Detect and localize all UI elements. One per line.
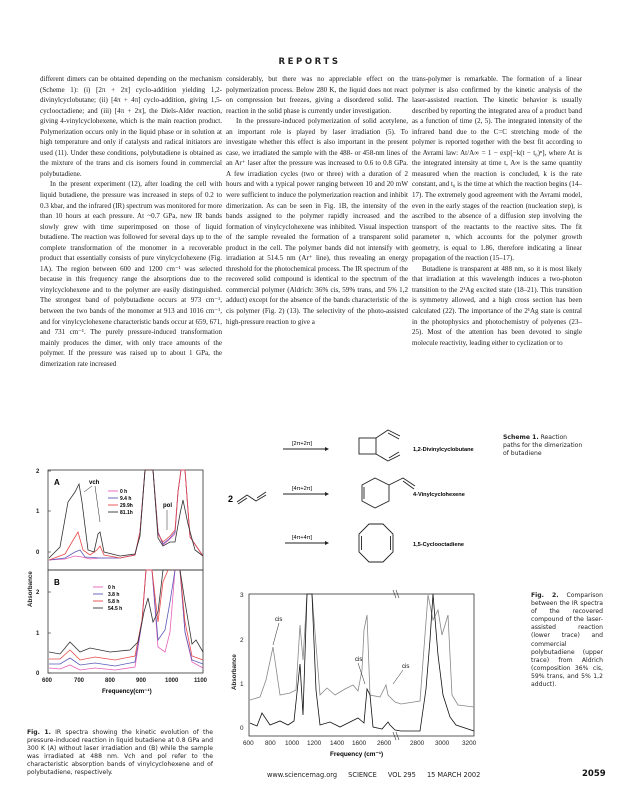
panel-a-y-ticks [36, 469, 40, 556]
caption-label: Fig. 2. [531, 592, 559, 599]
svg-text:0: 0 [36, 671, 40, 677]
svg-text:0 h: 0 h [108, 585, 116, 591]
panel-b-traces [49, 570, 203, 670]
paragraph: different dimers can be obtained depending on the mechanism (Scheme 1): (i) [2π + 2π] cyclo-addition yielding 1,2-divinylcyclobutane; (ii) [4π + 4π] cyclo-addition, giving 1,5-cyclooctadiene; and (iii) [4π + 2π], the Diels-Alder reaction, giving 4-vinylcyclohexene, which is the main reaction product. Polymerization occurs only in the liquid phase or in solution at high temperature and only if catalysts and radical initiators are used (11). Under these conditions, polybutadiene is obtained as the mixture of the trans and cis isomers found in commercial polybutadiene. [40, 75, 222, 178]
page-footer [267, 771, 489, 779]
arrow-label-4pi2pi: [4π+2π] [292, 486, 312, 492]
panel-a-label: A [54, 478, 60, 487]
cis-annotation-3: cis [402, 664, 410, 670]
footer-website: www.sciencemag.org [267, 771, 338, 779]
svg-text:29.9h: 29.9h [120, 503, 133, 509]
arrowheads [325, 447, 329, 545]
svg-text:1200: 1200 [307, 740, 322, 747]
caption-text: IR spectra showing the kinetic evolution of the pressure-induced reaction in liquid butadiene at 0.8 GPa and 300 K (A) without laser irradiation and (B) while the sample was irradiated at 488 nm. Vch and pol refer to the characteristic absorption bands of vinylcyclohexene and of polybutadiene, respectively. [27, 729, 214, 777]
figure-1-chart [20, 462, 230, 724]
caption-text: Reaction paths for the dimerization of butadiene [503, 434, 583, 458]
svg-text:2: 2 [240, 637, 244, 644]
panel-b-label: B [54, 578, 60, 587]
svg-text:2: 2 [36, 590, 40, 596]
text-column-1 [40, 74, 222, 369]
panel-b-legend [93, 585, 122, 612]
panel-a-legend [108, 489, 133, 516]
svg-text:1: 1 [240, 681, 244, 688]
cyclooctadiene-structure [359, 524, 393, 562]
arrow-label-4pi4pi: [4π+4π] [292, 535, 312, 541]
svg-text:600: 600 [42, 678, 53, 684]
panel-b-y-ticks [36, 590, 40, 677]
fig1-x-ticks [42, 678, 208, 684]
svg-text:1: 1 [36, 631, 40, 637]
svg-text:3200: 3200 [462, 740, 477, 747]
svg-text:3000: 3000 [435, 740, 450, 747]
svg-text:0: 0 [240, 725, 244, 732]
svg-text:1600: 1600 [352, 740, 367, 747]
svg-text:600: 600 [243, 740, 254, 747]
svg-text:9.4 h: 9.4 h [120, 496, 132, 502]
figure-2-caption [531, 592, 603, 689]
svg-text:1: 1 [36, 509, 40, 515]
paragraph: considerably, but there was no appreciable effect on the polymerization process. Below 280 K, the liquid does not react on compression but freezes, giving a disordered solid. The reaction in the solid phase is currently under investigation. [226, 75, 408, 115]
svg-text:800: 800 [265, 740, 276, 747]
footer-journal: SCIENCE [348, 771, 377, 779]
figure-1-caption [27, 729, 213, 778]
fig2-y-ticks [240, 592, 244, 732]
svg-text:2800: 2800 [410, 740, 425, 747]
caption-text: Comparison between the IR spectra of the recovered compound of the laser-assisted reaction (lower trace) and commercial polybutadiene (upper trace) from Aldrich (composition 36% cis, 59% trans, and 5% 1,2 adduct). [531, 592, 604, 689]
svg-text:1400: 1400 [330, 740, 345, 747]
cis-annotation-2: cis [355, 657, 363, 663]
fig2-y-axis-label: Absorbance [231, 654, 238, 690]
divinylcyclobutane-structure [359, 430, 400, 461]
scheme-1-diagram [225, 428, 505, 568]
vinylcyclohexene-structure [362, 478, 415, 508]
caption-label: Scheme 1. [503, 434, 539, 441]
fig2-x-ticks [243, 740, 477, 747]
svg-text:900: 900 [136, 678, 147, 684]
page-number: 2059 [582, 769, 606, 779]
svg-text:800: 800 [105, 678, 116, 684]
product-label-cyclooctadiene: 1,5-Cyclooctadiene [413, 542, 464, 548]
svg-text:0 h: 0 h [120, 489, 128, 495]
figure-2-chart [230, 585, 515, 760]
svg-text:2: 2 [36, 469, 40, 475]
text-column-3 [412, 74, 582, 348]
section-header: REPORTS [278, 57, 341, 67]
svg-text:81.1h: 81.1h [120, 510, 133, 516]
caption-label: Fig. 1. [27, 729, 51, 736]
reaction-arrows [283, 449, 325, 543]
svg-text:3: 3 [240, 592, 244, 599]
scheme-1-caption [503, 434, 583, 458]
paragraph: Butadiene is transparent at 488 nm, so it is most likely that irradiation at this wavelength induces a two-photon transition to the 2¹Ag excited state (18–21). This transition is symmetry allowed, and a high cross section has been calculated (22). The importance of the 2¹Ag state is central in the photophysics and photochemistry of polyenes (23–25). Most of the attention has been devoted to single molecule reactivity, leading either to cyclization or to [412, 264, 582, 347]
footer-date: 15 MARCH 2002 [426, 771, 481, 779]
product-label-vinylcyclohexene: 4-Vinylcyclohexene [413, 492, 465, 498]
svg-text:2600: 2600 [377, 740, 392, 747]
svg-text:1000: 1000 [165, 678, 179, 684]
fig1-y-axis-label: Absorbance [27, 571, 34, 607]
fig1-x-axis-label: Frequency(cm⁻¹) [102, 688, 152, 695]
pol-annotation: pol [163, 503, 172, 509]
butadiene-structure [237, 492, 266, 504]
text-column-2 [226, 74, 408, 327]
paragraph: In the pressure-induced polymerization of solid acetylene, an important role is played by laser irradiation (5). To investigate whether this effect is also important in the present case, we irradiated the sample with the 488- or 458-nm lines of an Ar⁺ laser after the pressure was increased to 0.6 to 0.8 GPa. A few irradiation cycles (two or three) with a duration of 2 hours and with a typical power ranging between 10 and 20 mW were sufficient to induce the polymerization reaction and inhibit dimerization. As can be seen in Fig. 1B, the intensity of the bands assigned to the polymer rapidly increased and the formation of vinylcyclohexene was inhibited. Visual inspection of the sample revealed the formation of a transparent solid product in the cell. The polymer bands did not intensify with irradiation at 514.5 nm (Ar⁺ line), thus revealing an energy threshold for the photochemical process. The IR spectrum of the recovered solid compound is identical to the spectrum of the commercial polymer (Aldrich: 36% cis, 59% trans, and 5% 1,2 adduct) except for the absence of the bands characteristic of the cis polymer (Fig. 2) (13). The selectivity of the photo-assisted high-pressure reaction to give a [226, 117, 408, 326]
fig2-x-axis-label: Frequency (cm⁻¹) [330, 751, 384, 758]
svg-text:54.5 h: 54.5 h [108, 606, 123, 612]
svg-text:3.8 h: 3.8 h [108, 592, 120, 598]
arrow-label-2pi2pi: [2π+2π] [292, 441, 312, 447]
fig2-frame [249, 594, 474, 736]
vch-annotation: vch [89, 480, 100, 486]
paragraph: In the present experiment (12), after loading the cell with liquid butadiene, the pressure was increased in steps of 0.2 to 0.3 kbar, and the infrared (IR) spectrum was monitored for more than 10 hours at each pressure. At ~0.7 GPa, new IR bands slowly grew with time superimposed on those of liquid butadiene. The reaction was followed for several days up to the complete transformation of the monomer in a recoverable product that essentially consists of pure vinylcyclohexene (Fig. 1A). The region between 600 and 1200 cm⁻¹ was selected because in this frequency range the absorptions due to the vinylcyclohexene and to the polymer are easily distinguished. The strongest band of polybutadiene occurs at 973 cm⁻¹, between the two bands of the monomer at 913 and 1016 cm⁻¹, and for vinylcyclohexene characteristic bands occur at 659, 671, and 731 cm⁻¹. The purely pressure-induced transformation mainly produces the dimer, with only trace amounts of the polymer. If the pressure was raised up to about 1 GPa, the dimerization rate increased [40, 180, 222, 368]
footer-volume: VOL 295 [387, 771, 416, 779]
paragraph: trans-polymer is remarkable. The formation of a linear polymer is also confirmed by the kinetic analysis of the laser-assisted reaction. The kinetic behavior is usually described by reporting the integrated area of a product band as a function of time (2, 5). The integrated intensity of the infrared band due to the C=C stretching mode of the polymer is reported together with the best fit according to the Avrami law: At/A∞ = 1 − exp[−k(t − t₀)ⁿ], where At is the integrated intensity at time t, A∞ is the same quantity measured when the reaction is concluded, k is the rate constant, and t₀ is the time at which the reaction begins (14–17). The extremely good agreement with the Avrami model, even in the early stages of the reaction (nucleation step), is ascribed to the absence of a diffusion step involving the transport of the reactants to the reactive sites. The fit parameter n, which accounts for the polymer growth geometry, is equal to 1.86, therefore indicating a linear propagation of the reaction (15–17). [412, 75, 582, 263]
svg-text:5.8 h: 5.8 h [108, 599, 120, 605]
svg-text:0: 0 [36, 550, 40, 556]
cis-annotation-1: cis [275, 617, 283, 623]
axis-break-marks [393, 590, 399, 740]
reactant-coefficient: 2 [228, 494, 234, 504]
svg-text:1000: 1000 [285, 740, 300, 747]
svg-text:1100: 1100 [194, 678, 208, 684]
product-label-divinylcyclobutane: 1,2-Divinylcyclobutane [413, 447, 474, 453]
svg-text:700: 700 [74, 678, 85, 684]
